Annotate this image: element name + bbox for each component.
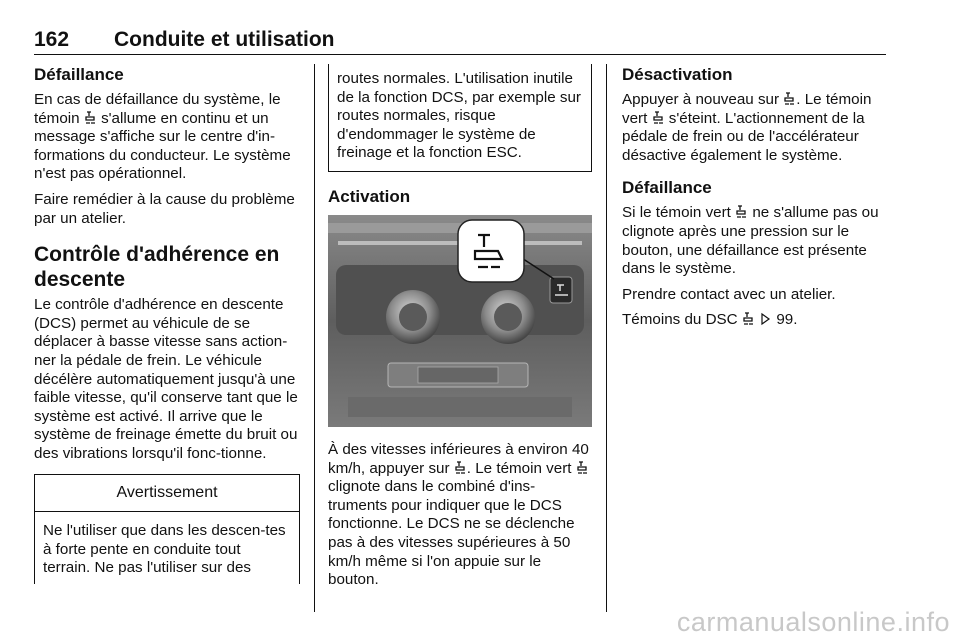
warning-text: Ne l'utiliser que dans les descen-tes à forte pente en conduite tout terrain. Ne pas l'utiliser sur des — [43, 522, 286, 577]
heading-activation: Activation — [328, 186, 411, 206]
paragraph: Le contrôle d'adhérence en descente (DCS) permet au véhicule de se déplacer à basse vitesse sans action-ner la pédale de frein. Le véhicule décélère automatiquement jusqu'à une faible vitesse, qu'il conserve tant que le système est activé. Il arrive que le système de freinage émette du bruit ou des vibrations lorsqu'il fonc-tionne. — [34, 296, 298, 462]
warning-title: Avertissement — [35, 475, 299, 513]
heading-defaillance: Défaillance — [34, 65, 124, 84]
dcs-icon — [743, 312, 754, 326]
paragraph — [328, 441, 592, 590]
heading-desactivation: Désactivation — [622, 65, 733, 84]
paragraph — [34, 91, 300, 184]
dcs-icon — [784, 92, 795, 106]
column-middle — [328, 64, 592, 597]
text: s'éteint. L'actionnement de la pédale de frein ou de l'accélérateur désactive également le système. — [622, 109, 865, 164]
warning-continued: routes normales. L'utilisation inutile de la fonction DCS, par exemple sur routes normales, risque d'endommager le système de freinage et la fonction ESC. — [328, 64, 592, 172]
column-divider — [606, 64, 607, 612]
page-reference: 99. — [776, 311, 798, 329]
paragraph — [622, 91, 888, 165]
text: s'allume en continu et un message s'affiche sur le centre d'in-formations du conducteur. Le système n'est pas opérationnel. — [34, 109, 291, 183]
heading-defaillance: Défaillance — [622, 178, 712, 198]
column-left — [34, 64, 300, 584]
text: . Le témoin vert — [466, 459, 572, 477]
text: À des vitesses inférieures à environ 40 km/h, appuyer sur — [328, 440, 589, 477]
dcs-icon — [577, 461, 588, 475]
paragraph: Faire remédier à la cause du problème par un atelier. — [34, 190, 295, 227]
console-illustration — [328, 215, 592, 427]
column-divider — [314, 64, 315, 612]
dcs-icon — [653, 111, 664, 125]
paragraph — [622, 204, 888, 278]
console-photo — [328, 215, 592, 427]
text: Appuyer à nouveau sur — [622, 91, 780, 108]
text: En cas de défaillance du système, le témoin — [34, 91, 281, 127]
text: clignote dans le combiné d'ins-truments pour indiquer que le DCS fonctionne. Le DCS ne se déclenche pas à des vitesses supérieures à 50 km/h même si l'on appuie sur le bouton. — [328, 478, 575, 589]
arrow-ref-icon — [760, 312, 771, 326]
page-number: 162 — [34, 28, 70, 51]
text: ne s'allume pas ou clignote après une pression sur le bouton, une défaillance est présente dans le système. — [622, 204, 879, 278]
paragraph: Prendre contact avec un atelier. — [622, 285, 836, 303]
warning-box — [34, 474, 300, 584]
heading-dcs: Contrôle d'adhérence en descente — [34, 243, 280, 292]
text: Témoins du DSC — [622, 311, 738, 329]
dcs-icon — [85, 111, 96, 125]
section-title: Conduite et utilisation — [114, 28, 335, 51]
text: Si le témoin vert — [622, 204, 731, 222]
watermark: carmanualsonline.info — [676, 607, 950, 637]
text: . Le témoin vert — [622, 91, 872, 127]
column-right — [622, 64, 888, 337]
dcs-icon — [736, 205, 747, 219]
cross-reference[interactable] — [622, 311, 888, 330]
page-header — [34, 28, 886, 55]
dcs-icon — [455, 461, 466, 475]
